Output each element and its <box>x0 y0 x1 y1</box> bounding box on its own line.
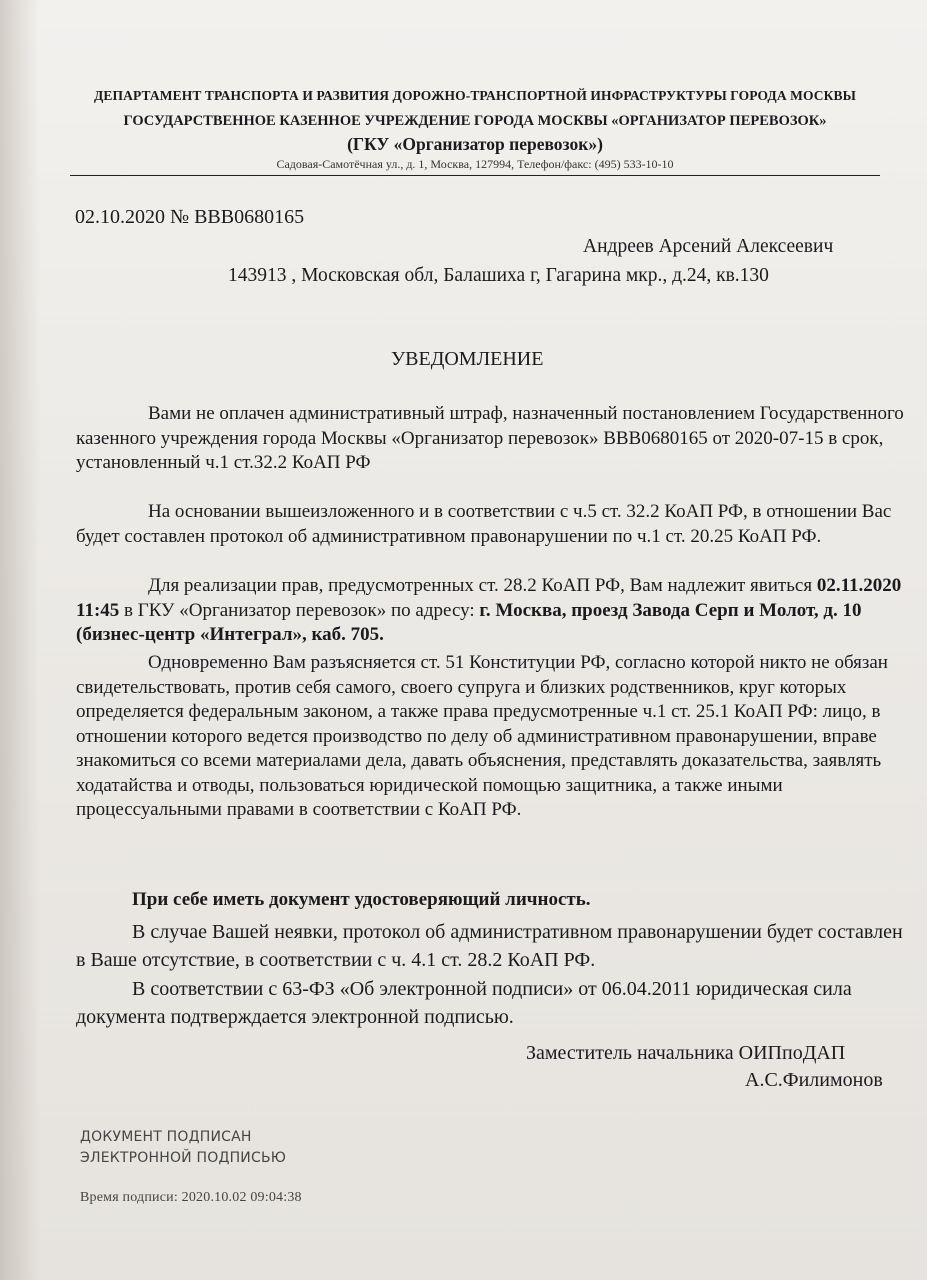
registration-number: 02.10.2020 № ВВВ0680165 <box>75 206 305 228</box>
paragraph-text: На основании вышеизложенного и в соответствии с ч.5 ст. 32.2 КоАП РФ, в отношении Вас будет составлен протокол об административном правонарушении по ч.1 ст. 20.25 КоАП РФ. <box>76 501 892 547</box>
header-department: ДЕПАРТАМЕНТ ТРАНСПОРТА И РАЗВИТИЯ ДОРОЖНО-ТРАНСПОРТНОЙ ИНФРАСТРУКТУРЫ ГОРОДА МОСКВЫ <box>94 88 856 103</box>
signature-time: Время подписи: 2020.10.02 09:04:38 <box>80 1190 302 1205</box>
header-divider <box>70 175 880 176</box>
paragraph-unpaid-fine <box>76 402 906 476</box>
paragraph-text: В случае Вашей неявки, протокол об административном правонарушении будет составлен в Ваше отсутствие, в соответствии с ч. 4.1 ст. 28.2 КоАП РФ. <box>76 921 903 971</box>
header-institution: ГОСУДАРСТВЕННОЕ КАЗЕННОЕ УЧРЕЖДЕНИЕ ГОРОДА МОСКВЫ «ОРГАНИЗАТОР ПЕРЕВОЗОК» <box>123 113 827 129</box>
signatory-name: А.С.Филимонов <box>745 1069 883 1091</box>
document-title: УВЕДОМЛЕНИЕ <box>391 348 544 370</box>
page-shadow <box>0 0 40 1280</box>
paragraph-text: В соответствии с 63-ФЗ «Об электронной подписи» от 06.04.2011 юридическая сила документа подтверждается электронной подписью. <box>76 978 852 1028</box>
id-required-text: При себе иметь документ удостоверяющий личность. <box>132 889 591 910</box>
paragraph-appearance <box>76 574 906 648</box>
paragraph-e-signature <box>76 975 906 1031</box>
paragraph-rights <box>76 651 906 823</box>
paragraph-absence <box>76 918 906 974</box>
paragraph-text: Одновременно Вам разъясняется ст. 51 Конституции РФ, согласно которой никто не обязан свидетельствовать, против себя самого, своего супруга и близких родственников, круг которых определяется федеральным законом, а также права предусмотренные ч.1 ст. 25.1 КоАП РФ: лицо, в отношении которого ведется производство по делу об административном правонарушении, вправе знакомиться со всеми материалами дела, давать объяснения, представлять доказательства, заявлять ходатайства и отводы, пользоваться юридической помощью защитника, а также иными процессуальными правами в соответствии с КоАП РФ. <box>76 652 888 820</box>
paragraph-text: Для реализации прав, предусмотренных ст. 28.2 КоАП РФ, Вам надлежит явиться <box>148 575 817 596</box>
recipient-address: 143913 , Московская обл, Балашиха г, Гагарина мкр., д.24, кв.130 <box>228 265 769 286</box>
paragraph-text: в ГКУ «Организатор перевозок» по адресу: <box>119 599 480 621</box>
e-signature-stamp-line2: ЭЛЕКТРОННОЙ ПОДПИСЬЮ <box>80 1150 287 1166</box>
paragraph-protocol <box>76 500 906 549</box>
e-signature-stamp-line1: ДОКУМЕНТ ПОДПИСАН <box>80 1129 252 1145</box>
recipient-name: Андреев Арсений Алексеевич <box>583 236 834 257</box>
signatory-position: Заместитель начальника ОИПпоДАП <box>526 1042 846 1064</box>
paragraph-id-required <box>76 888 906 913</box>
appearance-datetime: 02.11.2020 11:45 <box>76 575 902 621</box>
header-short-name: (ГКУ «Организатор перевозок») <box>347 134 603 154</box>
appearance-address: г. Москва, проезд Завода Серп и Молот, д. 10 (бизнес-центр «Интеграл», каб. 705. <box>76 599 862 645</box>
header-address: Садовая-Самотёчная ул., д. 1, Москва, 127994, Телефон/факс: (495) 533-10-10 <box>276 157 674 171</box>
paragraph-text: Вами не оплачен административный штраф, назначенный постановлением Государственного казенного учреждения города Москвы «Организатор перевозок» ВВВ0680165 от 2020-07-15 в срок, установленный ч.1 ст.32.2 КоАП РФ <box>76 403 904 473</box>
